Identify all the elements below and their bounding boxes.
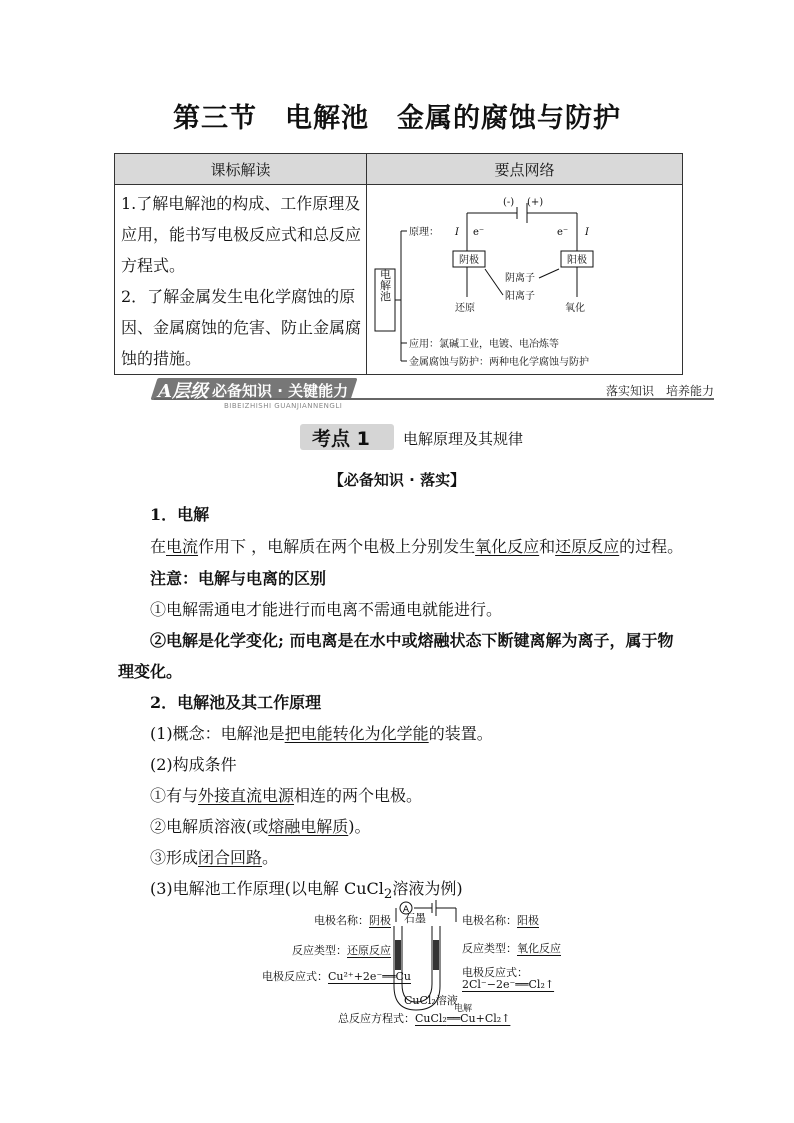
kaodian-title: 电解原理及其规律 [403,430,524,448]
total-equation: 总反应方程式：CuCl₂══Cu+Cl₂↑ [338,1012,511,1025]
standard-1: 1.了解电解池的构成、工作原理及应用，能书写电极反应式和总反应方程式。 [121,194,362,275]
electron-right: e⁻ [557,227,569,238]
svg-text:A: A [402,905,410,915]
left-equation: 电极反应式：Cu²⁺+2e⁻══Cu [262,970,411,983]
blank-closed-loop: 闭合回路 [198,848,263,867]
electrode-material: 石墨 [404,912,426,925]
level-banner [114,378,714,408]
oxidation-label: 氧化 [565,303,585,314]
kaodian-label: 考点 1 [312,428,370,450]
heading-cell: 2．电解池及其工作原理 [150,693,322,712]
paragraph-electrolysis: 在电流作用下 ，电解质在两个电极上分别发生氧化反应和还原反应的过程。 [150,537,684,556]
anion-label: 阴离子 [505,273,535,284]
total-condition: 电解 [454,1004,473,1014]
current-left: I [455,227,459,238]
cathode-label: 阴极 [459,255,479,266]
center-label: 电解池 [378,268,392,302]
condition-2: ②电解质溶液(或熔融电解质)。 [150,817,371,836]
blank-current: 电流 [166,537,199,556]
current-right: I [585,227,589,238]
right-name: 电极名称：阳极 [462,914,539,927]
reduction-label: 还原 [455,303,475,314]
right-equation: 2Cl⁻−2e⁻══Cl₂↑ [462,978,555,991]
note-2a: ②电解是化学变化; 而电离是在水中或熔融状态下断键离解为离子，属于物 [150,631,674,650]
corrosion-label: 金属腐蚀与防护：两种电化学腐蚀与防护 [409,357,589,368]
application-label: 应用：氯碱工业，电镀、电冶炼等 [409,339,559,350]
electrolysis-diagram [256,900,576,1030]
right-eq-label: 电极反应式： [462,966,528,979]
solution-label: CuCl₂溶液 [404,994,458,1007]
right-type: 反应类型：氧化反应 [462,942,561,955]
condition-3: ③形成闭合回路。 [150,848,279,867]
conditions-heading: (2)构成条件 [150,755,237,774]
anode-label: 阳极 [567,255,587,266]
section-tag: 【必备知识 · 落实】 [328,471,466,489]
col-header-network: 要点网络 [367,154,683,185]
standard-2: 2．了解金属发生电化学腐蚀的原因、金属腐蚀的危害、防止金属腐蚀的措施。 [121,287,362,368]
blank-oxidation: 氧化反应 [475,537,540,556]
blank-energy: 把电能转化为化学能 [284,724,429,743]
banner-level: A层级 [158,381,208,402]
principle-label: 原理： [409,227,439,238]
blank-dc-source: 外接直流电源 [198,786,295,805]
note-1: ①电解需通电才能进行而电离不需通电就能进行。 [150,600,503,619]
standards-text [115,185,366,374]
note-2b: 理变化。 [118,662,183,681]
note-heading: 注意：电解与电离的区别 [150,569,327,588]
pos-terminal: (+) [527,197,544,208]
condition-1: ①有与外接直流电源相连的两个电极。 [150,786,423,805]
neg-terminal: (-) [503,197,515,208]
principle-heading: (3)电解池工作原理(以电解 CuCl$_2$溶液为例) [150,879,463,903]
banner-motto: 落实知识 培养能力 [605,384,714,398]
col-header-standards: 课标解读 [115,154,367,185]
blank-molten: 熔融电解质 [268,817,349,836]
electron-left: e⁻ [473,227,485,238]
concept-network-diagram [367,185,681,371]
blank-reduction: 还原反应 [555,537,620,556]
concept-line: (1)概念：电解池是把电能转化为化学能的装置。 [150,724,493,743]
left-name: 电极名称：阴极 [314,914,391,927]
cation-label: 阳离子 [505,291,535,302]
banner-pinyin: BIBEIZHISHI GUANJIANNENGLI [224,402,343,410]
heading-electrolysis: 1．电解 [150,505,210,524]
left-type: 反应类型：还原反应 [292,944,391,957]
overview-table [114,153,683,375]
banner-title: 必备知识 · 关键能力 [212,382,349,400]
page-title: 第三节 电解池 金属的腐蚀与防护 [173,103,621,134]
